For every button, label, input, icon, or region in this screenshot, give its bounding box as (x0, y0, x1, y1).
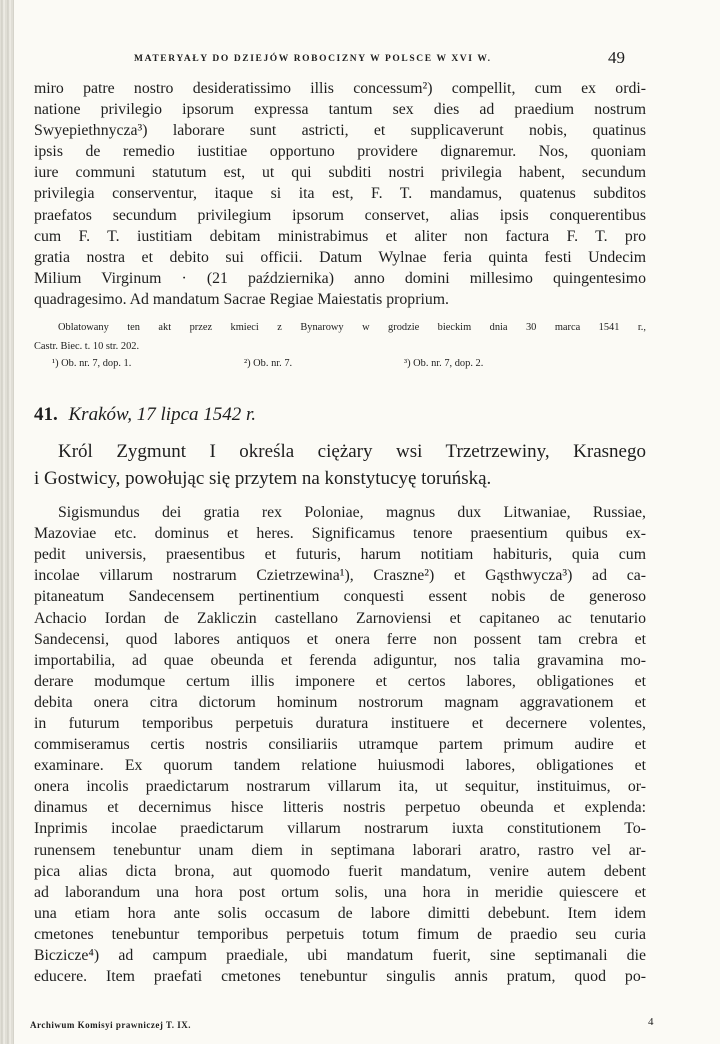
note-line: Castr. Biec. t. 10 str. 202. (34, 341, 140, 353)
text-line: praefatos secundum privilegium ipsorum conservet, alias ipsis conquerentibus (34, 206, 646, 224)
page-number: 49 (608, 48, 625, 67)
text-line: privilegia conserventur, itaque si ita est, F. T. mandamus, quatenus subditos (34, 185, 646, 203)
text-line: debita onera citra dictorum hominum nostrorum magnam aggravationem et (34, 693, 646, 711)
document-heading (34, 404, 646, 430)
text-line: pedit universis, praesentibus et futuris, harum notitiam habituris, quia cum (34, 546, 646, 564)
text-line: in futurum temporibus perpetuis duratura instituere et decernere volentes, (34, 714, 646, 732)
text-line: examinare. Ex quorum tandem relatione huiusmodi labores, obligationes et (34, 757, 646, 775)
summary-line: Król Zygmunt I określa ciężary wsi Trzetrzewiny, Krasnego (58, 441, 646, 463)
text-line: pitaneatum Sandecensem pertinentium conquesti essent nobis de generoso (34, 588, 646, 606)
text-line: cum F. T. iustitiam debitam ministrabimus et aliter non factura F. T. pro (34, 227, 646, 245)
text-line: una etiam hora ante solis occasum de labore dimitti debebunt. Item idem (34, 904, 646, 922)
text-line: Biczicze⁴) ad campum praediale, ubi mandatum fuerit, sine septimanali die (34, 947, 646, 964)
oblata-note (34, 318, 646, 356)
document-body (34, 502, 646, 987)
running-header (34, 44, 646, 78)
document-number: 41. (34, 404, 58, 426)
note-line: Oblatowany ten akt przez kmieci z Bynarowy w grodzie bieckim dnia 30 marca 1541 r., (58, 322, 646, 334)
document-place-date: Kraków, 17 lipca 1542 r. (68, 404, 257, 426)
previous-document-text (34, 78, 646, 310)
sheet-signature: Archiwum Komisyi prawniczej T. IX. (30, 1020, 191, 1030)
text-line: ad laborandum una hora post ortum solis, una hora in meridie quiescere et (34, 883, 646, 901)
document-page (34, 44, 646, 987)
text-line: pica alias dicta brona, aut quomodo fuerit mandatum, venire autem debent (34, 862, 646, 880)
document-summary (34, 438, 646, 492)
text-line: Sandecensi, quod labores antiquos et onera ferre non possent tam crebra et (34, 630, 646, 648)
text-line: educere. Item praefati cmetones tenebuntur singulis annis pratum, quod po- (34, 968, 646, 986)
text-line: importabilia, ad quae obeunda et ferenda adiguntur, nos talia gravamina mo- (34, 651, 646, 669)
footnote: ³) Ob. nr. 7, dop. 2. (404, 358, 484, 370)
text-line: Mazoviae etc. dominus et heres. Significamus tenore praesentium quibus ex- (34, 525, 646, 543)
sheet-number: 4 (648, 1016, 654, 1028)
text-line: iure communi statutum est, ut qui subditi nostri privilegia habent, secundum (34, 164, 646, 182)
text-line: dinamus et decernimus hisce litteris nostris perpetuo obeunda et explenda: (34, 799, 646, 817)
text-line: Achacio Iordan de Zakliczin castellano Zarnoviensi et capitaneo ac tenutario (34, 609, 646, 627)
text-line: incolae villarum nostrarum Czietrzewina¹), Craszne²) et Gąsthwycza³) ad ca- (34, 567, 646, 585)
binding-edge (0, 0, 14, 1044)
text-line: natione privilegio ipsorum expressa tantum sex dies ad praedium nostrum (34, 101, 646, 119)
text-line: quadragesimo. Ad mandatum Sacrae Regiae Maiestatis proprium. (34, 290, 449, 308)
footnote: ²) Ob. nr. 7. (244, 358, 293, 370)
footnote: ¹) Ob. nr. 7, dop. 1. (52, 358, 132, 370)
summary-line: i Gostwicy, powołując się przytem na konstytucyę toruńską. (34, 468, 492, 490)
text-line: Swyepiethnycza³) laborare sunt astricti, et supplicaverunt nobis, quatinus (34, 122, 646, 140)
text-line: Inprimis incolae praedictarum villarum nostrarum iuxta constitutionem To- (34, 820, 646, 838)
text-line: onera incolis praedictarum nostrarum villarum ita, ut sequitur, instituimus, or- (34, 778, 646, 796)
text-line: ipsis de remedio iustitiae opportuno providere dignaremur. Nos, quoniam (34, 143, 646, 161)
text-line: derare modumque certum illis imponere et certos labores, obligationes et (34, 672, 646, 690)
text-line: Milium Virginum · (21 października) anno domini millesimo quingentesimo (34, 269, 646, 287)
text-line: gratia nostra et debito sui officii. Datum Wylnae feria quinta festi Undecim (34, 248, 646, 266)
text-line: commiseramus certis nostris consiliariis utramque partem primum audire et (34, 736, 646, 754)
text-line: cmetones tenebuntur temporibus perpetuis totum fimum de praedio seu curia (34, 925, 646, 943)
text-line: runensem tenebuntur unam diem in septimana laborari aratro, rastro vel ar- (34, 841, 646, 859)
text-line: miro patre nostro desideratissimo illis concessum²) compellit, cum ex ordi- (34, 80, 646, 97)
text-line: Sigismundus dei gratia rex Poloniae, magnus dux Litwaniae, Russiae, (58, 504, 646, 522)
footnotes (34, 358, 646, 376)
running-title: MATERYAŁY DO DZIEJÓW ROBOCIZNY W POLSCE W XVI W. (134, 54, 492, 64)
